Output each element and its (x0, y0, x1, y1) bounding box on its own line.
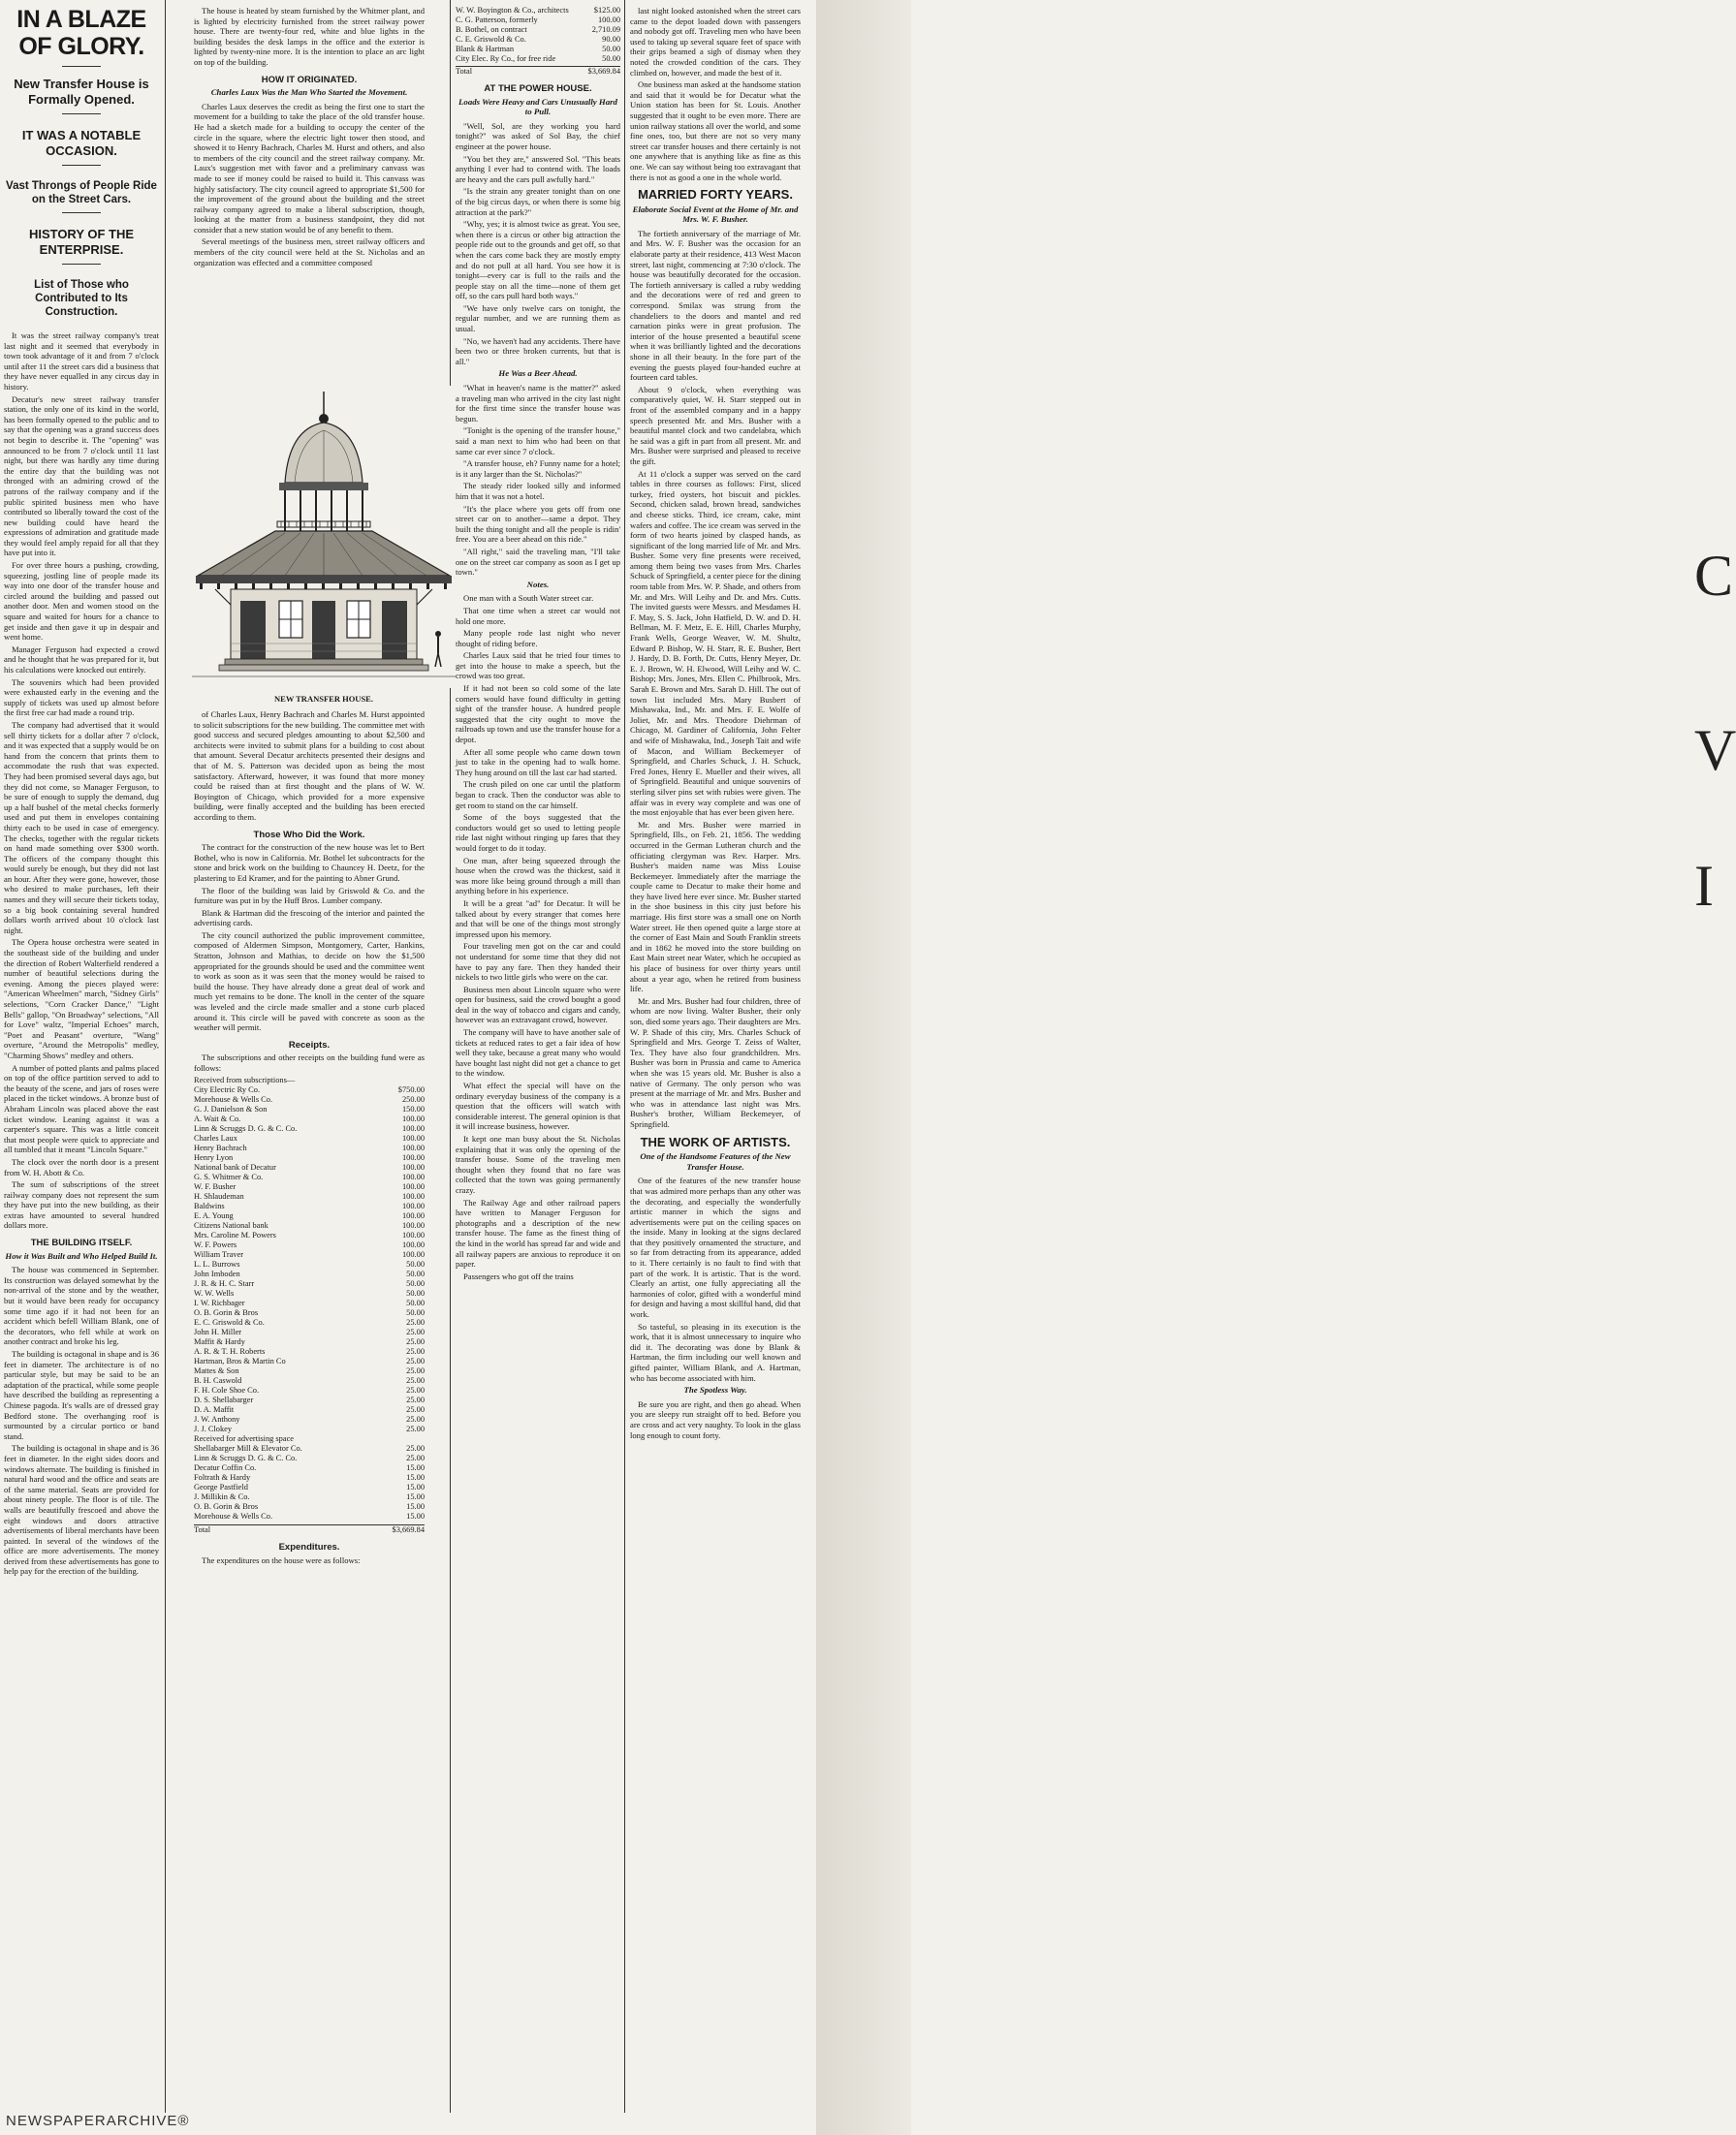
article-paragraph: At 11 o'clock a supper was served on the card tables in three courses as follows: First, sliced turkey, fried oysters, hot biscuit and pickles. Second, chicken salad, brown bread, sandwiches and cheese sticks. Third, ice cream, cake, mint wafers and coffee. The ice cream was served in the form of two hearts joined by clasped hands, as significant of the long married life of Mr. and Mrs. Busher. Some very fine presents were received, among them being two vases from Mrs. Charles Schuck of Springfield, a center piece for the dining room table from Mrs. W. P. Shade, and others from Mr. and Mrs. Will Leihy and Dr. and Mrs. Cutts. The invited guests were Messrs. and Mesdames H. F. May, S. S. Jack, John Hatfield, D. W. and D. H. Bellman, M. F. Metz, E. E. Hill, Charles Murphy, Frank Wells, George Weaver, W. M. Shultz, Edward P. Bishop, W. H. Starr, R. E. Busher, Bert J. Hardy, D. B. Forth, Dr. Cutts, Henry Meyer, Dr. E. J. Brown, W. H. Elwood, Will Leihy and W. C. Bishop; Mrs. Jones, Mrs. Ellen C. Philbrook, Mrs. Sarah E. Brown and Mrs. Sarah D. Hill. The out of town list included Mrs. Mary Busbert of Mishawaka, Ind., Mr. and Mrs. F. E. Wolfe of Joliet, Mr. and Mrs. Theodore Diehrman of Chicago, M. Gardiner of California, John Felter and wife of Mishawaka, Ind., Joseph Tait and wife of Macon, and William Beckemeyer of Springfield, and Charles Schuck, J. H. Schuck, Fred Jones, Henry E. Mueller and their wives, all of Springfield. Beautiful and unique souvenirs of sterling silver pins set with rubies were given. The affair was in every way complete and was one of the most enjoyable that has ever been given here. (630, 468, 801, 818)
ledger-name: H. Shlaudeman (194, 1192, 244, 1202)
column-1 (4, 6, 159, 2109)
ledger-amount: 15.00 (406, 1463, 425, 1473)
ledger-row (194, 1144, 425, 1153)
ledger-row (194, 1463, 425, 1473)
column-2-top (194, 6, 425, 384)
ledger-row (194, 1134, 425, 1144)
ledger-row (194, 1483, 425, 1492)
section-subheading: Notes. (526, 579, 550, 589)
ledger-name: Morehouse & Wells Co. (194, 1512, 273, 1522)
ledger-row (456, 54, 620, 64)
article-paragraph: The company had advertised that it would sell thirty tickets for a dollar after 7 o'clock, and it was expected that a supply would be on hand from the concern that prints them to accommodate the rush that was expected. They had been promised several days ago, but they did not come, so Manager Ferguson, to be sure of enough to supply the demand, dug up a half bushel of the metal checks formerly used and put them in envelopes containing thirty each to be used in case of emergency. The checks, together with the regular tickets on hand made something over $300 worth. The officers of the company thought this would surely be enough, but they did not last an hour. After they were gone, however, those who desired to make purchases, left their names and they will secure their tickets today, so a big book containing several hundred dollars worth arrived about 10 o'clock last night. (4, 719, 159, 935)
ledger-row (194, 1357, 425, 1366)
ledger-row (194, 1434, 425, 1444)
ledger-name: J. R. & H. C. Starr (194, 1279, 255, 1289)
ledger-name: Received for advertising space (194, 1434, 295, 1444)
column-3 (456, 6, 620, 2109)
ledger-row (194, 1270, 425, 1279)
divider (62, 264, 101, 265)
ledger-amount: 2,710.09 (591, 25, 620, 34)
section-heading: Those Who Did the Work. (253, 829, 365, 840)
article-paragraph: Four traveling men got on the car and could not understand for some time that they did not have to pay any fare. Then they handed their nickels to two little girls who were on the car. (456, 941, 620, 983)
section-heading: MARRIED FORTY YEARS. (638, 187, 793, 203)
adjacent-page-edge (816, 0, 1736, 2135)
ledger-row (194, 1260, 425, 1270)
ledger-row (194, 1396, 425, 1405)
article-paragraph: Mr. and Mrs. Busher had four children, three of whom are now living. Walter Busher, their only son, died some years ago. Their daughters are Mrs. W. P. Shade of this city, Mrs. Charles Schuck of Springfield and Mrs. George T. Zeiss of Walter, Tex. They have also four grandchildren. Mrs. Busher was born in Prussia and came to America when she was 15 years old. Mr. Busher is also a native of Germany. The only person who was present at the marriage of Mr. and Mrs. Busher and who was in attendance last night was Mrs. Busher's brother, William Beckemeyer, of Springfield. (630, 995, 801, 1129)
ledger-name: Henry Lyon (194, 1153, 234, 1163)
ledger-amount: 25.00 (406, 1396, 425, 1405)
article-paragraph: So tasteful, so pleasing in its execution is the work, that it is almost unnecessary to inquire who did it. The decorating was done by Blank & Hartman, the firm including our well known and gifted painter, William Blank, and A. Hartman, who has become associated with him. (630, 1321, 801, 1383)
ledger-row (194, 1492, 425, 1502)
ledger-amount: 100.00 (401, 1134, 425, 1144)
ledger-row (194, 1289, 425, 1299)
article-paragraph: Charles Laux said that he tried four times to get into the house to make a speech, but the crowd was too great. (456, 650, 620, 681)
expenditures-total-label: Total (456, 67, 473, 76)
ledger-name: F. H. Cole Shoe Co. (194, 1386, 260, 1396)
ledger-amount: 100.00 (401, 1182, 425, 1192)
ledger-amount: 100.00 (597, 16, 620, 24)
ledger-name: Shellabarger Mill & Elevator Co. (194, 1444, 302, 1454)
ledger-amount: 250.00 (401, 1095, 425, 1105)
ledger-row (194, 1318, 425, 1328)
ledger-name: Maffit & Hardy (194, 1337, 245, 1347)
ledger-name: Blank & Hartman (456, 45, 515, 53)
ledger-row (194, 1231, 425, 1240)
section-heading: THE WORK OF ARTISTS. (640, 1134, 791, 1149)
section-subheading: Loads Were Heavy and Cars Unusually Hard to Pull. (458, 96, 617, 117)
ledger-name: Henry Bachrach (194, 1144, 247, 1153)
ledger-name: National bank of Decatur (194, 1163, 276, 1173)
ledger-amount: 100.00 (401, 1240, 425, 1250)
ledger-name: D. S. Shellabarger (194, 1396, 254, 1405)
article-paragraph: After all some people who came down town just to take in the opening had to walk home. They hung around on till the last car had started. (456, 746, 620, 777)
ledger-row (194, 1473, 425, 1483)
divider (62, 165, 101, 166)
article-paragraph: Charles Laux deserves the credit as being the first one to start the movement for a building to take the place of the old transfer house. He had a sketch made for a building to occupy the center of the circle in the square, where the electric light tower then stood, and showed it to Henry Bachrach, Charles M. Hurst and others, and also to members of the city council and the street railway company. Mr. Laux's suggestion met with favor and a preliminary canvass was made to see if money could be raised to build it. This canvass was highly satisfactory. The city council agreed to appropriate $1,500 for the improvement of the ground about the building and the street railway company agreed to make a liberal subscription, though, looking at the matter from a business standpoint, they did not consider that a new station would be of any benefit to them. (194, 101, 425, 235)
ledger-row (194, 1124, 425, 1134)
deck-5: List of Those who Contributed to Its Construction. (34, 279, 129, 318)
article-paragraph: It kept one man busy about the St. Nicholas explaining that it was only the opening of the transfer house. Some of the traveling men thought when they found that no fare was collected that the town was going permanently crazy. (456, 1134, 620, 1195)
ledger-name: W. F. Busher (194, 1182, 237, 1192)
ledger-name: J. Millikin & Co. (194, 1492, 250, 1502)
article-paragraph: "All right," said the traveling man, "I'll take one on the street car company as soon as I get up town." (456, 546, 620, 578)
article-paragraph: "Tonight is the opening of the transfer house," said a man next to him who had been on that same car ever since 7 o'clock. (456, 425, 620, 456)
article-paragraph: "We have only twelve cars on tonight, the regular number, and we are running them as usual. (456, 302, 620, 334)
ledger-amount: 25.00 (406, 1405, 425, 1415)
ledger-row (194, 1425, 425, 1434)
ledger-row (194, 1299, 425, 1308)
ledger-amount: 50.00 (602, 54, 620, 63)
article-paragraph: The sum of subscriptions of the street railway company does not represent the sum they have put into the new building, as their extras have amounted to several hundred dollars more. (4, 1179, 159, 1231)
article-paragraph: "You bet they are," answered Sol. "This beats anything I ever had to contend with. The loads are heavy and the cars pull awfully hard." (456, 153, 620, 184)
ledger-amount: 25.00 (406, 1337, 425, 1347)
article-paragraph: The souvenirs which had been provided were exhausted early in the evening and the supply of tickets was used up almost before the first free car had made a round trip. (4, 676, 159, 718)
article-paragraph: That one time when a street car would not hold one more. (456, 605, 620, 626)
ledger-amount: 100.00 (401, 1115, 425, 1124)
expenditures-total-amount: $3,669.84 (587, 67, 620, 76)
article-paragraph: "What in heaven's name is the matter?" asked a traveling man who arrived in the city last night for the first time since the transfer house was begun. (456, 383, 620, 424)
article-paragraph: About 9 o'clock, when everything was comparatively quiet, W. H. Starr stepped out in front of the assembled company and in a happy speech presented Mr. and Mrs. Busher with a beautiful mantel clock and two candelabra, which he said was a gift in part from all present. Mr. and Mrs. Busher were surprised and pleased to receive the gift. (630, 384, 801, 466)
ledger-name: Citizens National bank (194, 1221, 268, 1231)
article-paragraph: It was the street railway company's treat last night and it seemed that everybody in town took advantage of it and from 7 o'clock until after 11 the street cars did a business that they have never equalled in any circus day in history. (4, 330, 159, 392)
article-paragraph: A number of potted plants and palms placed on top of the office partition served to add to the beauty of the scene, and jars of roses were placed in the ticket windows. A bronze bust of Abraham Lincoln was placed above the east ticket window. Leaning against it was a carpenter's square. This was a little conceit that most people were quick to appreciate and all tumbled that it meant "Lincoln Square." (4, 1062, 159, 1155)
article-paragraph: The building is octagonal in shape and is 36 feet in diameter. The architecture is of no particular style, but may be said to be an adaptation of the practical, while some people have described the building as representing a Chinese pagoda. It's walls are of dressed gray Bedford stone. The overhanging roof is surmounted by a circular portico or band stand. (4, 1349, 159, 1441)
receipts-total-amount: $3,669.84 (392, 1525, 425, 1535)
ledger-row (194, 1279, 425, 1289)
ledger-amount: 50.00 (406, 1270, 425, 1279)
ledger-row (194, 1386, 425, 1396)
ledger-row (194, 1173, 425, 1182)
receipts-total (194, 1524, 425, 1535)
ledger-row (194, 1415, 425, 1425)
deck-1: New Transfer House is Formally Opened. (14, 77, 149, 107)
receipts-heading: Received from subscriptions— (194, 1075, 296, 1084)
ledger-row (194, 1366, 425, 1376)
ledger-row (194, 1376, 425, 1386)
article-paragraph: The floor of the building was laid by Griswold & Co. and the furniture was put in by the Huff Bros. Lumber company. (194, 885, 425, 906)
ledger-name: Baldwins (194, 1202, 225, 1211)
section-heading: AT THE POWER HOUSE. (484, 83, 592, 94)
deck-4: HISTORY OF THE ENTERPRISE. (28, 227, 135, 257)
article-paragraph: The expenditures on the house were as follows: (202, 1554, 361, 1565)
ledger-name: C. G. Patterson, formerly (456, 16, 538, 24)
deck-2: IT WAS A NOTABLE OCCASION. (21, 128, 142, 158)
ledger-name: A. Wait & Co. (194, 1115, 241, 1124)
article-paragraph: Several meetings of the business men, street railway officers and members of the city council were held at the St. Nicholas and an organization was effected and a committee composed (194, 236, 425, 267)
article-paragraph: Mr. and Mrs. Busher were married in Springfield, Ills., on Feb. 21, 1856. The wedding occurred in the German Lutheran church and the officiating clergyman was Rev. Harper. Mrs. Busher's maiden name was Miss Louise Beckemeyer. Immediately after the marriage the couple came to Decatur to make their home and they have lived here ever since. Mr. Busher started in the shoe business in this city just before his marriage. His first store was a small one on North Water street. He then opened quite a large store at the corner of East Main and South Franklin streets and in 1862 he moved into the store building on East Main street near Water, which he occupied as his place of business for over thirty years until about a year ago, when he retired from business life. (630, 819, 801, 994)
article-paragraph: The fortieth anniversary of the marriage of Mr. and Mrs. W. F. Busher was the occasion for an elaborate party at their residence, 413 West Macon street, last night, commencing at 7:30 o'clock. The house was beautifully decorated for the occasion. The fortieth anniversary is called a ruby wedding and the decorations were of red and green to correspond. Smilax was strung from the chandeliers to the doors and mantel and red carnation pinks were in great profusion. The interior of the house presented a beautiful scene when it was brilliantly lighted and the decorations shone in all their beauty. In the fore part of the evening the guests played four-handed euchre at fourteen card tables. (630, 228, 801, 383)
section-heading: HOW IT ORIGINATED. (261, 74, 358, 85)
divider (62, 113, 101, 114)
article-paragraph: One man, after being squeezed through the house when the crowd was the thickest, said it was more like being ground through a mill than anything before in his experience. (456, 855, 620, 896)
ledger-row (194, 1405, 425, 1415)
section-subheading: He Was a Beer Ahead. (498, 368, 578, 379)
ledger-name: Foltrath & Hardy (194, 1473, 251, 1483)
ledger-amount: 50.00 (406, 1299, 425, 1308)
article-paragraph: Passengers who got off the trains (463, 1271, 574, 1281)
section-heading: THE BUILDING ITSELF. (30, 1238, 133, 1249)
ledger-row (194, 1095, 425, 1105)
ledger-row (194, 1512, 425, 1522)
ledger-row (194, 1502, 425, 1512)
ledger-amount: 100.00 (401, 1173, 425, 1182)
article-paragraph: "Why, yes; it is almost twice as great. You see, when there is a circus or other big attraction the people ride out to the grounds and get off, so that when the cars come back they are mostly empty and do not pull at all hard. You see how it is tonight—every car is full to the rails and the people stay on all the time—none of them get off, so the cars pull hard both ways." (456, 219, 620, 301)
ledger-name: J. J. Clokey (194, 1425, 233, 1434)
ledger-name: G. S. Whitmer & Co. (194, 1173, 264, 1182)
article-paragraph: "No, we haven't had any accidents. There have been two or three broken currents, but that is all." (456, 335, 620, 366)
ledger-name: O. B. Gorin & Bros (194, 1308, 259, 1318)
ledger-name: J. W. Anthony (194, 1415, 240, 1425)
article-paragraph: The crush piled on one car until the platform began to crack. Then the conductor was able to get room to stand on the car himself. (456, 779, 620, 810)
article-paragraph: Blank & Hartman did the frescoing of the interior and painted the advertising cards. (194, 907, 425, 928)
article-paragraph: The house is heated by steam furnished by the Whitmer plant, and is lighted by electricity furnished from the street railway power house. There are twenty-four red, white and blue lights in the building besides the desk lamps in the office and the exterior is lighted by twenty-nine more. It is the intention to place an arc light on top of the building. (194, 6, 425, 67)
article-paragraph: "Well, Sol, are they working you hard tonight?" was asked of Sol Bay, the chief engineer at the power house. (456, 120, 620, 151)
receipts-table (194, 1085, 425, 1522)
ledger-amount: 50.00 (406, 1289, 425, 1299)
ledger-amount: 25.00 (406, 1454, 425, 1463)
ledger-row (456, 25, 620, 35)
ledger-amount: 50.00 (602, 45, 620, 53)
ledger-name: W. W. Wells (194, 1289, 235, 1299)
ledger-name: E. A. Young (194, 1211, 234, 1221)
column-rule (165, 0, 166, 2113)
article-paragraph: The company will have to have another sale of tickets at reduced rates to get a fair idea of how well they take, because a great many who would have bought last night did not get a chance to get to the window. (456, 1027, 620, 1079)
ledger-amount: 100.00 (401, 1250, 425, 1260)
ledger-row (456, 45, 620, 54)
ledger-row (456, 16, 620, 25)
ledger-name: D. A. Maffit (194, 1405, 235, 1415)
ledger-name: B. H. Caswold (194, 1376, 242, 1386)
column-rule (624, 0, 625, 2113)
column-4 (630, 6, 801, 2109)
ledger-name: A. R. & T. H. Roberts (194, 1347, 266, 1357)
ledger-row (194, 1163, 425, 1173)
ledger-amount: 150.00 (401, 1105, 425, 1115)
ledger-name: W. F. Powers (194, 1240, 237, 1250)
ledger-name: L. L. Burrows (194, 1260, 240, 1270)
ledger-amount: 25.00 (406, 1318, 425, 1328)
article-paragraph: It will be a great "ad" for Decatur. It will be talked about by every stranger that comes here and that will be one of the things most strongly impressed upon his memory. (456, 897, 620, 939)
ledger-name: C. E. Griswold & Co. (456, 35, 526, 44)
ledger-amount: 25.00 (406, 1357, 425, 1366)
article-paragraph: The Opera house orchestra were seated in the southeast side of the building and under the direction of Robert Walterfield rendered a number of beautiful selections during the evening. Among the pieces played were: "American Wheelmen" march, "Sidney Girls" selections, "Corn Cracker Dance," "Light Bells" gallop, "On Broadway" selections, "All for Love" waltz, "Imperial Echoes" march, "Poet and Peasant" overture, "Wang" overture, "Around the Metropolis" medley, "Charming Shows" medley and others. (4, 937, 159, 1060)
ledger-amount: 100.00 (401, 1202, 425, 1211)
ledger-name: E. C. Griswold & Co. (194, 1318, 265, 1328)
illustration-caption: NEW TRANSFER HOUSE. (274, 694, 373, 704)
ledger-amount: 15.00 (406, 1512, 425, 1522)
article-paragraph: The contract for the construction of the new house was let to Bert Bothel, who is now in California. Mr. Bothel let subcontracts for the stone and brick work on the building to Chauncey H. Deetz, for the plastering to Ed Kramer, and for the painting to Abner Grund. (194, 842, 425, 883)
ledger-row (194, 1444, 425, 1454)
ledger-amount: 100.00 (401, 1144, 425, 1153)
article-paragraph: The Railway Age and other railroad papers have written to Manager Ferguson for photographs and a description of the new transfer house. The fame as the finest thing of the kind in the world has spread far and wide and all railway papers are anxious to reproduce it on paper. (456, 1197, 620, 1270)
ledger-amount: 90.00 (602, 35, 620, 44)
article-paragraph: The building is octagonal in shape and is 36 feet in diameter. In the eight sides doors and windows alternate. The building is finished in natural hard wood and the office and seats are of the same material. Seats are provided for about ninety people. The floor is of tile. The walls are beautifully frescoed and above the eight windows and doors attractive advertisements of liberal merchants have been painted. In several of the windows of the office are more advertisements. The money derived from these advertisements has gone to help pay for the erection of the building. (4, 1443, 159, 1577)
article-paragraph: last night looked astonished when the street cars came to the depot loaded down with passengers and nobody got off. Traveling men who have been used to taking up several square feet of space with their grips beamed a sigh of dismay when they noted the crowded condition of the cars. They climbed on, however, and made the best of it. (630, 6, 801, 78)
ledger-amount: 25.00 (406, 1415, 425, 1425)
ledger-amount: 100.00 (401, 1192, 425, 1202)
ledger-row (194, 1347, 425, 1357)
article-paragraph: Decatur's new street railway transfer station, the only one of its kind in the world, has been formally opened to the public and to say that the opening was a grand success does not begin to describe it. The "opening" was announced to be from 7 o'clock until 11 last night, but there was hardly any time during the entire day that the building was not thronged with an admiring crowd of the patrons of the railway company and if the public spirited business men who have contributed so liberally toward the cost of the new building could have heard the expressions of admiration and gratitude made they would feel amply repaid for all that they have put into it. (4, 393, 159, 558)
ledger-name: Hartman, Bros & Martin Co (194, 1357, 286, 1366)
article-paragraph: The house was commenced in September. Its construction was delayed somewhat by the non-arrival of the stone and by the weather, but it would have been ready for occupancy some time ago if it had not been for an accident which befell William Blank, one of the decorators, who fell while at work on another contract and broke his leg. (4, 1265, 159, 1347)
article-paragraph: If it had not been so cold some of the late comers would have found difficulty in getting sight of the transfer house. A hundred people suggested that the city ought to move the railroads up town and use the transfer house for a depot. (456, 683, 620, 745)
ledger-row (194, 1115, 425, 1124)
article-paragraph: The subscriptions and other receipts on the building fund were as follows: (194, 1052, 425, 1073)
ledger-row (194, 1182, 425, 1192)
expenditures-total (456, 66, 620, 77)
ledger-name: B. Bothel, on contract (456, 25, 527, 34)
article-paragraph: One man with a South Water street car. (463, 593, 594, 604)
ledger-amount: 100.00 (401, 1231, 425, 1240)
article-paragraph: Many people rode last night who never thought of riding before. (456, 628, 620, 648)
receipts-total-label: Total (194, 1525, 211, 1535)
ledger-name: Morehouse & Wells Co. (194, 1095, 273, 1105)
article-paragraph: "It's the place where you gets off from one street car on to another—same a depot. They built the thing tonight and all the people is ridin' free. You are a beer ahead on this ride." (456, 503, 620, 545)
section-heading: Expenditures. (278, 1542, 340, 1554)
edge-glyph: C (1694, 544, 1734, 608)
headline: IN A BLAZE OF GLORY. (16, 6, 146, 60)
article-paragraph: "Is the strain any greater tonight than on one of the big circus days, or when there is some big attraction at the park?" (456, 186, 620, 217)
ledger-name: Linn & Scruggs D. G. & C. Co. (194, 1454, 298, 1463)
ledger-name: G. J. Danielson & Son (194, 1105, 268, 1115)
ledger-amount: 100.00 (401, 1211, 425, 1221)
ledger-amount: 25.00 (406, 1444, 425, 1454)
deck-3: Vast Throngs of People Ride on the Street Cars. (6, 180, 157, 205)
ledger-amount: 100.00 (401, 1124, 425, 1134)
ledger-amount: 15.00 (406, 1502, 425, 1512)
ledger-name: John H. Miller (194, 1328, 242, 1337)
article-paragraph: "A transfer house, eh? Funny name for a hotel; is it any larger than the St. Nicholas?" (456, 458, 620, 479)
ledger-row (194, 1153, 425, 1163)
article-paragraph: For over three hours a pushing, crowding, squeezing, jostling line of people made its way into one door of the transfer house and circled around the building and passed out another door. Men and women stood on the square and waited for hours for a chance to get inside and then gave it up in despair and went home. (4, 560, 159, 643)
ledger-amount: 25.00 (406, 1347, 425, 1357)
transfer-house-illustration (192, 386, 456, 688)
divider (62, 66, 101, 67)
ledger-amount: $750.00 (397, 1085, 425, 1095)
ledger-row (194, 1221, 425, 1231)
article-paragraph: of Charles Laux, Henry Bachrach and Charles M. Hurst appointed to solicit subscriptions for the new building. The committee met with good success and secured pledges amounting to about $2,500 and architects were invited to submit plans for a building to cost about that amount. Several Decatur architects presented their designs and that of M. S. Patterson was decided upon as being the most satisfactory. Afterward, however, it was found that more money could be raised than at first thought and the plans of W. W. Boyington of Chicago, which provided for a more expensive building, were finally accepted and the building has been erected according to them. (194, 709, 425, 822)
article-paragraph: Some of the boys suggested that the conductors would get so used to letting people ride last night without ringing up fares that they would forget to do it today. (456, 812, 620, 853)
ledger-row (456, 6, 620, 16)
ledger-name: William Traver (194, 1250, 244, 1260)
edge-glyph: I (1694, 854, 1714, 918)
ledger-row (456, 35, 620, 45)
ledger-name: John Imboden (194, 1270, 240, 1279)
section-subheading: How it Was Built and Who Helped Build It. (5, 1250, 158, 1261)
ledger-row (194, 1192, 425, 1202)
ledger-amount: 50.00 (406, 1260, 425, 1270)
ledger-amount: 25.00 (406, 1425, 425, 1434)
ledger-amount: 15.00 (406, 1483, 425, 1492)
ledger-amount: 25.00 (406, 1376, 425, 1386)
ledger-row (194, 1202, 425, 1211)
ledger-amount: 25.00 (406, 1328, 425, 1337)
column-rule (450, 0, 451, 2113)
ledger-name: I. W. Richbager (194, 1299, 245, 1308)
article-paragraph: The city council authorized the public improvement committee, composed of Aldermen Simpson, Montgomery, Carter, Hankins, Stratton, Johnson and Mathias, to decide on how the $1,500 appropriated for the grounds should be used and the committee went to work as soon as it was seen that the money would be raised to build the house. They have already done a great deal of work and much yet remains to be done. The knoll in the center of the square was leveled and the circle made smaller and a stone curb placed around it. This circle will be paved with concrete as soon as the weather will permit. (194, 929, 425, 1033)
ledger-row (194, 1105, 425, 1115)
ledger-name: City Elec. Ry Co., for free ride (456, 54, 556, 63)
article-paragraph: The steady rider looked silly and informed him that it was not a hotel. (456, 481, 620, 501)
ledger-name: W. W. Boyington & Co., architects (456, 6, 569, 15)
section-subheading: One of the Handsome Features of the New Transfer House. (640, 1151, 791, 1172)
ledger-row (194, 1211, 425, 1221)
ledger-name: Mrs. Caroline M. Powers (194, 1231, 276, 1240)
ledger-name: George Pastfield (194, 1483, 248, 1492)
article-paragraph: The clock over the north door is a present from W. H. Abott & Co. (4, 1156, 159, 1177)
ledger-row (194, 1250, 425, 1260)
ledger-amount: 50.00 (406, 1279, 425, 1289)
ledger-amount: $125.00 (593, 6, 620, 15)
ledger-amount (379, 1434, 425, 1444)
ledger-name: City Electric Ry Co. (194, 1085, 261, 1095)
ledger-amount: 100.00 (401, 1221, 425, 1231)
article-paragraph: Manager Ferguson had expected a crowd and he thought that he was prepared for it, but his calculations were knocked out entirely. (4, 644, 159, 675)
section-subheading: Charles Laux Was the Man Who Started the Movement. (210, 87, 408, 98)
section-subheading: Elaborate Social Event at the Home of Mr. and Mrs. W. F. Busher. (632, 204, 799, 225)
ledger-row (194, 1240, 425, 1250)
column-2-bottom (194, 709, 425, 2105)
archive-watermark: NEWSPAPERARCHIVE® (6, 2113, 190, 2129)
ledger-amount: 15.00 (406, 1473, 425, 1483)
ledger-row (194, 1085, 425, 1095)
expenditures-table (456, 6, 620, 64)
ledger-row (194, 1328, 425, 1337)
ledger-amount: 25.00 (406, 1386, 425, 1396)
article-paragraph: One of the features of the new transfer house that was admired more perhaps than any other was the decorating, and especially the wonderfully artistic manner in which the signs and advertisements were put on the ceiling spaces on the inside. Many in looking at the signs declared that they positively ornamented the structure, and so far from detracting from its appearance, added to it. There certainly is no fault to find with that part of the work. It is artistic. That is the word. Clearly an artist, one fully appreciating all the harmonies of color, gifted with a wonderful mind for design and having a most skillful hand, did that work. (630, 1176, 801, 1320)
ledger-name: Charles Laux (194, 1134, 237, 1144)
section-subheading: The Spotless Way. (683, 1385, 747, 1396)
article-paragraph: Be sure you are right, and then go ahead. When you are sleepy run straight off to bed. Before you are cross and act very naughty. To look in the glass long enough to count forty. (630, 1398, 801, 1440)
article-paragraph: What effect the special will have on the ordinary everyday business of the company is a question that the officers will watch with considerable interest. The general opinion is that it will increase business, however. (456, 1081, 620, 1132)
ledger-amount: 100.00 (401, 1163, 425, 1173)
article-paragraph: One business man asked at the handsome station and said that it would be for Decatur what the Union station has been for St. Louis. Another suggested that it ought to be even more. There are union railway stations all over the world, and some fine ones, too, but there are not so very many street car transfer houses and there certainly is not one anywhere that is anything like as fine as this one. We can say without being too extravagant that there is not as good a one in the whole world. (630, 79, 801, 182)
ledger-name: O. B. Gorin & Bros (194, 1502, 259, 1512)
ledger-amount: 50.00 (406, 1308, 425, 1318)
ledger-row (194, 1337, 425, 1347)
ledger-name: Decatur Coffin Co. (194, 1463, 257, 1473)
article-paragraph: Business men about Lincoln square who were open for business, said the crowd bought a good deal in the way of tobacco and cigars and candy, however was an extravagant crowd, however. (456, 984, 620, 1025)
ledger-row (194, 1454, 425, 1463)
ledger-amount: 100.00 (401, 1153, 425, 1163)
divider (62, 212, 101, 213)
ledger-row (194, 1308, 425, 1318)
ledger-name: Mattes & Son (194, 1366, 239, 1376)
edge-glyph: V (1694, 718, 1736, 782)
ledger-amount: 15.00 (406, 1492, 425, 1502)
ledger-name: Linn & Scruggs D. G. & C. Co. (194, 1124, 298, 1134)
ledger-amount: 25.00 (406, 1366, 425, 1376)
section-heading: Receipts. (288, 1039, 331, 1051)
